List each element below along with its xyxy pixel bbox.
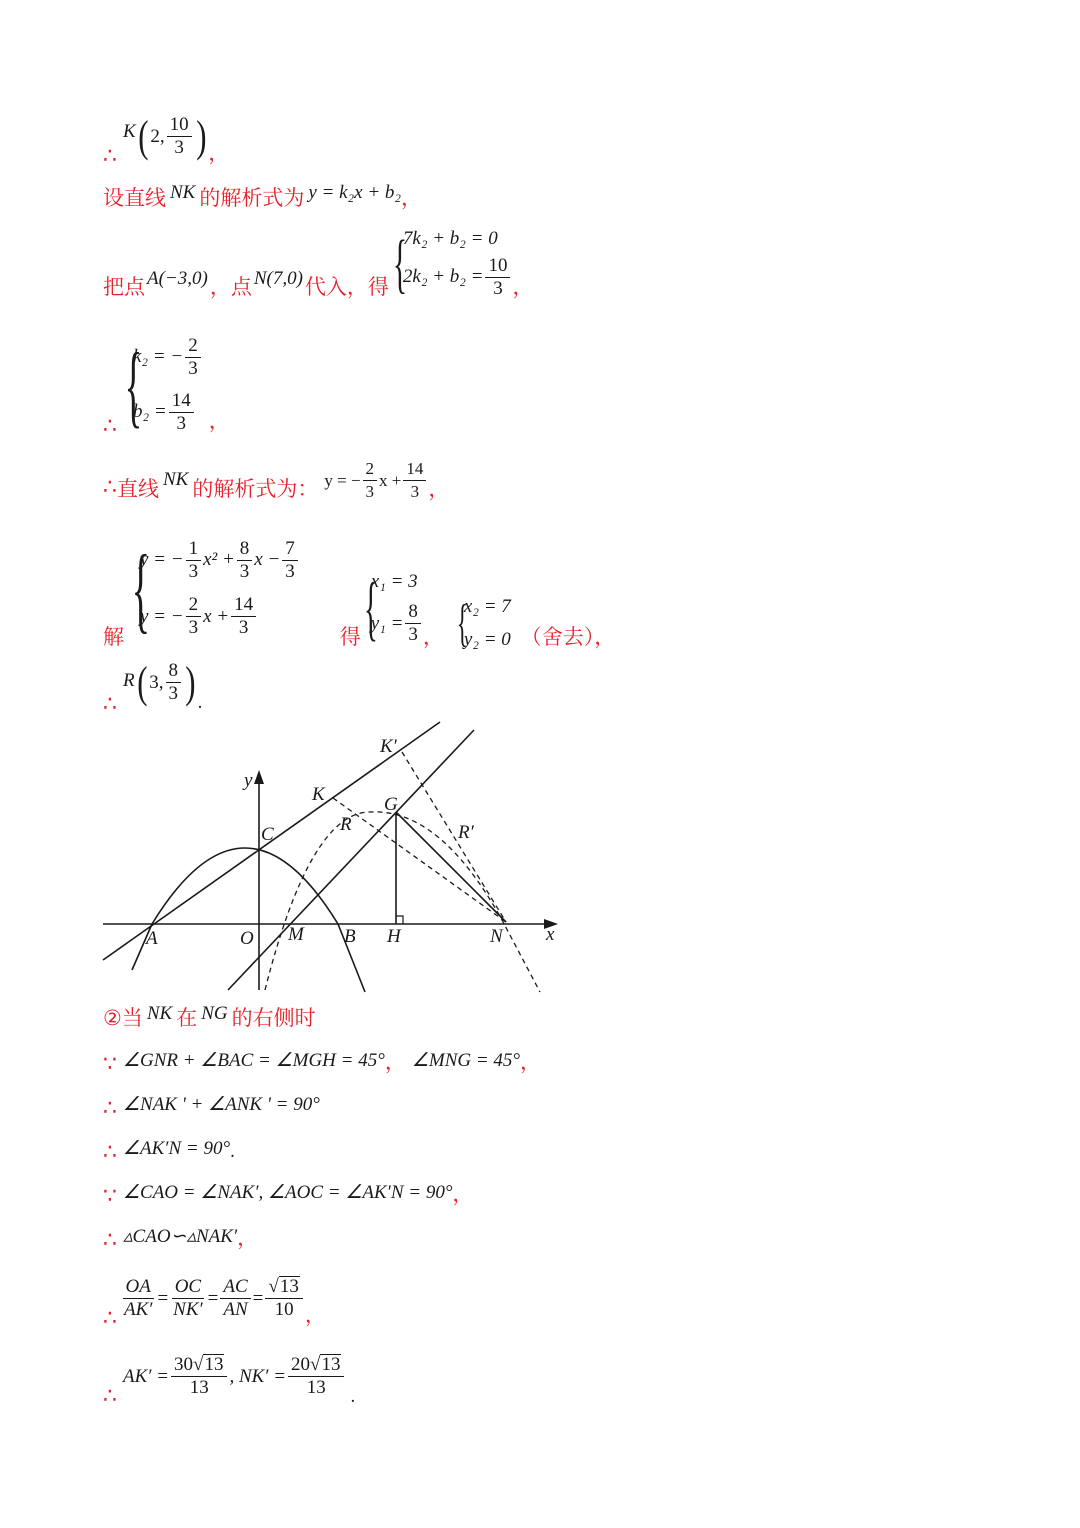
- text: ②当: [103, 1006, 143, 1030]
- comma: ，: [384, 1049, 406, 1074]
- point-label: R: [123, 669, 135, 691]
- parabola: [132, 848, 365, 992]
- equation: y = k₂x + b₂: [308, 182, 402, 203]
- text: 的解析式为: [199, 186, 305, 210]
- line-angle-sum: [103, 1044, 541, 1077]
- label-c: C: [261, 824, 274, 845]
- comma: ，: [237, 1225, 259, 1250]
- label-r-prime: R′: [458, 822, 474, 843]
- therefore-symbol: ∴: [103, 414, 117, 439]
- text: 的解析式为：: [192, 476, 319, 501]
- line-angle-equal: [103, 1176, 473, 1209]
- therefore-symbol: ∴: [103, 475, 117, 500]
- label-k-prime: K′: [380, 736, 397, 757]
- x-coordinate: 2,: [150, 125, 165, 147]
- period: .: [230, 1140, 235, 1162]
- line-name: NK: [170, 182, 196, 203]
- left-paren: (: [137, 111, 149, 161]
- point-n: N(7,0): [253, 268, 303, 289]
- equation: ▵CAO∽▵NAK′: [123, 1226, 238, 1247]
- equation-row: b₂ =: [133, 401, 167, 422]
- text: 解: [103, 624, 124, 649]
- equation-row: 2k₂ + b₂ =: [402, 266, 484, 288]
- label-o: O: [240, 928, 254, 949]
- segment-gn: [396, 812, 506, 922]
- equation-row: 7k₂ + b₂ = 0: [402, 228, 498, 250]
- equation: ∠MNG = 45°: [411, 1050, 521, 1071]
- line-lengths: ∴ AK′ = 30 √ 13 13 , NK′ = 20 √ 13 13 .: [103, 1354, 356, 1409]
- label-m: M: [288, 924, 304, 945]
- y-axis-arrow: [254, 770, 264, 784]
- equation-part: y = −: [140, 549, 184, 571]
- equation-part: x +: [203, 605, 230, 627]
- line-r-point: ∴ R ( 3, $\frac{8}{3}$ ) .: [103, 657, 203, 717]
- comma: ，: [422, 624, 444, 649]
- line-substitute: [103, 226, 533, 302]
- equation-part: x² +: [203, 549, 235, 571]
- equation: ∠NAK ' + ∠ANK ' = 90°: [123, 1094, 320, 1115]
- equation-part: x −: [254, 549, 281, 571]
- text: 得: [339, 624, 361, 649]
- solution-system-2: { x₂ = 7 y₂ = 0: [456, 595, 511, 652]
- text: 在: [176, 1006, 198, 1030]
- equals: =: [252, 1287, 264, 1309]
- line-name: NG: [201, 1003, 228, 1024]
- therefore-symbol: ∴: [103, 1140, 117, 1165]
- line-nk-setup: [103, 182, 422, 212]
- equation-system: { y = − $\frac{1}{3}$ x² + $\frac{8}{3}$ x − $\frac{7}{3}$ y = − $\frac{2}{3}$ x + $\frac{14}{3}$: [128, 533, 300, 644]
- equation: ∠AK′N = 90°: [123, 1138, 231, 1159]
- fraction: $\frac{10}{3}$: [167, 114, 192, 159]
- solution-system: { k₂ = − $\frac{2}{3}$ b₂ = $\frac{14}{3}$: [121, 332, 203, 438]
- therefore-symbol: ∴: [103, 692, 117, 717]
- label-n: N: [490, 926, 503, 947]
- therefore-symbol: ∴: [103, 1096, 117, 1121]
- period: .: [350, 1385, 356, 1407]
- comma: ，: [428, 476, 450, 501]
- segment-k1n: [402, 752, 506, 922]
- comma: ，: [512, 275, 534, 299]
- line-right-angle: [103, 1132, 235, 1165]
- label-b: B: [344, 926, 356, 947]
- line-case-two: [103, 1002, 316, 1032]
- dashed-parabola: [265, 812, 540, 992]
- right-paren: ): [185, 657, 196, 707]
- comma: ，: [208, 408, 230, 433]
- label-a: A: [146, 928, 158, 949]
- equation-system: { 7k₂ + b₂ = 0 2k₂ + b₂ = $\frac{10}{3}$: [389, 226, 513, 302]
- period: .: [197, 691, 203, 713]
- line-k-b-values: [103, 330, 230, 439]
- solution-row: y₂ = 0: [463, 628, 511, 650]
- x-coordinate: 3,: [149, 671, 164, 693]
- equation: ∠CAO = ∠NAK′, ∠AOC = ∠AK′N = 90°: [123, 1182, 453, 1203]
- right-angle-mark: [396, 916, 403, 924]
- text: 把点: [103, 275, 145, 299]
- text: （舍去），: [520, 624, 616, 649]
- equation-part: y = −: [140, 605, 184, 627]
- equation-part: y = −: [324, 470, 361, 490]
- comma: ，: [401, 186, 423, 210]
- equation-part: x +: [379, 470, 402, 490]
- point-label: K: [123, 120, 136, 142]
- text: 设直线: [103, 186, 166, 210]
- point-a: A(−3,0): [147, 268, 208, 289]
- line-k-point: [103, 104, 229, 169]
- segment-kn: [333, 798, 506, 922]
- solution-system-1: { x₁ = 3 y₁ = $\frac{8}{3}$: [361, 567, 423, 650]
- line-name: NK: [163, 468, 189, 490]
- line-name: NK: [146, 1003, 173, 1024]
- geometry-figure: [100, 712, 570, 1002]
- label-g: G: [384, 794, 398, 815]
- label-h: H: [387, 926, 401, 947]
- line-angle-90: [103, 1088, 320, 1121]
- equation-part: , NK′ =: [229, 1365, 287, 1387]
- equation-row: k₂ = −: [133, 346, 184, 367]
- equation-part: AK′ =: [123, 1365, 170, 1387]
- comma: ，: [520, 1049, 542, 1074]
- line-similar: [103, 1220, 258, 1253]
- line-ratio: ∴ $\frac{OA}{AK'}$ = $\frac{OC}{NK'}$ = $\frac{AC}{AN}$ = √ 13 10 ，: [103, 1276, 326, 1331]
- therefore-symbol: ∴: [103, 1306, 117, 1331]
- solution-row: x₂ = 7: [463, 596, 511, 618]
- comma: ，: [304, 1302, 326, 1327]
- solution-row: x₁ = 3: [370, 571, 418, 592]
- solution-row: y₁ =: [370, 612, 404, 634]
- equals: =: [157, 1287, 169, 1309]
- line-nk-equation: ∴ 直线 NK 的解析式为： y = − $\frac{2}{3}$ x + $\frac{14}{3}$ ，: [103, 459, 450, 501]
- therefore-symbol: ∴: [103, 1228, 117, 1253]
- therefore-symbol: ∴: [103, 144, 117, 169]
- label-k: K: [312, 784, 325, 805]
- text: 的右侧时: [231, 1006, 316, 1030]
- text: 代入，得: [304, 275, 389, 299]
- therefore-symbol: ∴: [103, 1384, 117, 1409]
- right-paren: ): [195, 111, 207, 161]
- comma: ，: [452, 1181, 474, 1206]
- line-solve-system: [103, 524, 615, 653]
- label-x: x: [546, 924, 555, 945]
- text: ，点: [209, 275, 252, 299]
- comma: ，: [208, 140, 230, 165]
- text: 直线: [117, 476, 159, 501]
- label-y: y: [244, 770, 253, 791]
- line-mg: [228, 730, 474, 990]
- equals: =: [207, 1287, 219, 1309]
- left-paren: (: [136, 657, 148, 707]
- because-symbol: ∵: [103, 1184, 117, 1209]
- equation: ∠GNR + ∠BAC = ∠MGH = 45°: [123, 1050, 385, 1071]
- label-r: R: [340, 814, 352, 835]
- because-symbol: ∵: [103, 1052, 117, 1077]
